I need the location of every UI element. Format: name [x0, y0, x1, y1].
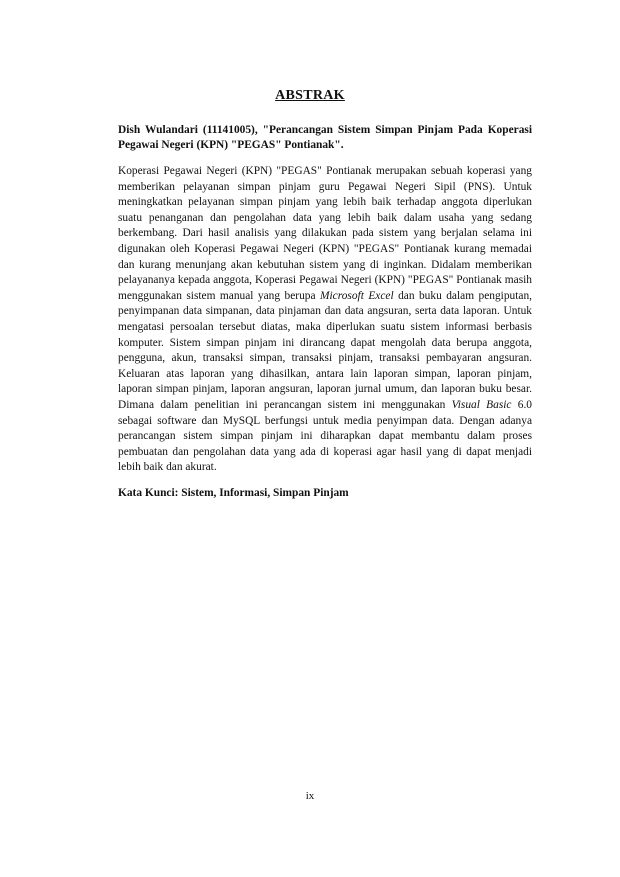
citation: Dish Wulandari (11141005), "Perancangan Sistem Simpan Pinjam Pada Koperasi Pegawai Negeri (KPN) "PEGAS" Pontianak".: [118, 124, 532, 151]
page-number: ix: [305, 790, 315, 802]
abstract-term-visual-basic: Visual Basic: [451, 398, 512, 411]
abstract-term-excel: Microsoft Excel: [319, 289, 394, 302]
keywords: Kata Kunci: Sistem, Informasi, Simpan Pinjam: [118, 487, 349, 499]
abstract-body: [118, 164, 532, 476]
page-title: ABSTRAK: [275, 88, 345, 103]
abstract-text-part2: dan buku dalam pengiputan, penyimpanan data simpanan, data pinjaman dan data angsuran, serta data laporan. Untuk mengatasi persoalan tersebut diatas, maka diperlukan suatu sistem informasi berbasis komputer. Sistem simpan pinjam ini dirancang dapat mengolah data berupa anggota, pengguna, akun, transaksi simpan, transaksi pinjam, transaksi pembayaran angsuran. Keluaran atas laporan yang dihasilkan, antara lain laporan simpan, laporan pinjam, laporan simpan pinjam, laporan angsuran, laporan jurnal umum, dan laporan buku besar. Dimana dalam penelitian ini perancangan sistem ini menggunakan: [118, 289, 532, 411]
abstract-text-part1: Koperasi Pegawai Negeri (KPN) "PEGAS" Pontianak merupakan sebuah koperasi yang memberikan pelayanan simpan pinjam guru Pegawai Negeri Sipil (PNS). Untuk meningkatkan pelayanan simpan pinjam yang lebih baik terhadap anggota diperlukan suatu penanganan dan pengolahan data yang lebih baik dalam usaha yang sedang berkembang. Dari hasil analisis yang dilakukan pada sistem yang berjalan selama ini digunakan oleh Koperasi Pegawai Negeri (KPN) "PEGAS" Pontianak kurang memadai dan kurang menunjang akan kebutuhan sistem yang di inginkan. Didalam memberikan pelayananya kepada anggota, Koperasi Pegawai Negeri (KPN) "PEGAS" Pontianak masih menggunakan sistem manual yang berupa: [118, 165, 532, 302]
abstract-text-part3: 6.0 sebagai software dan MySQL berfungsi untuk media penyimpan data. Dengan adanya perancangan sistem simpan pinjam ini diharapkan dapat membantu dalam proses pembuatan dan pengolahan data yang ada di koperasi agar hasil yang di dapat menjadi lebih baik dan akurat.: [118, 398, 532, 474]
